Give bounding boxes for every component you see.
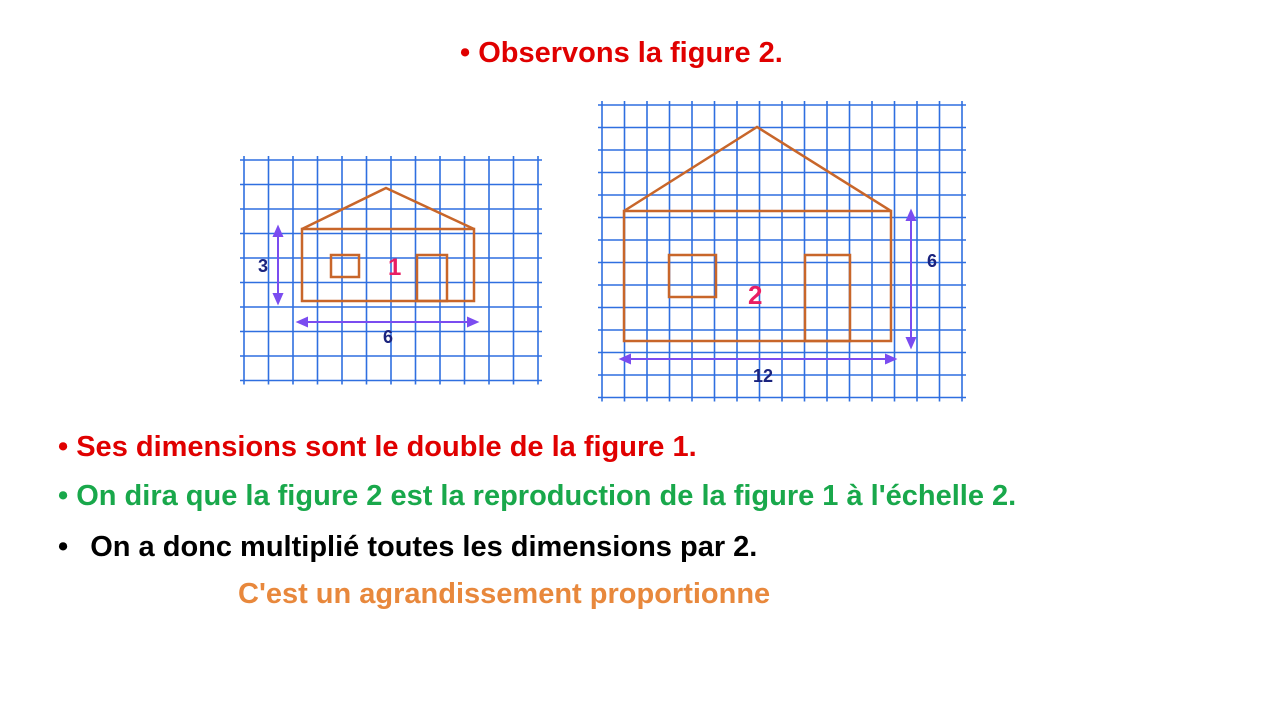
statement-3: [58, 530, 757, 564]
figure-1-number: 1: [388, 254, 402, 281]
statement-1: [58, 430, 697, 464]
statement-1-text: Ses dimensions sont le double de la figure 1.: [76, 431, 697, 463]
width-label-1: 6: [383, 327, 394, 347]
title-text: Observons la figure 2.: [478, 37, 783, 69]
house-1-door: [417, 255, 447, 301]
width-label-2: 12: [753, 366, 774, 386]
statement-2: [58, 479, 1016, 513]
house-1: [302, 188, 474, 301]
figure-2: [597, 100, 967, 410]
bullet-icon: •: [460, 37, 471, 69]
statement-3-text: On a donc multiplié toutes les dimensions par 2.: [90, 531, 758, 563]
bullet-icon: •: [58, 531, 69, 563]
statement-2-text: On dira que la figure 2 est la reproduction de la figure 1 à l'échelle 2.: [76, 480, 1017, 512]
figure-1: [240, 150, 540, 375]
height-label-2: 6: [927, 251, 938, 271]
figure-2-number: 2: [748, 280, 763, 310]
slide-title: [460, 36, 783, 70]
house-2-roof: [624, 127, 891, 211]
conclusion-text: C'est un agrandissement proportionne: [238, 578, 771, 610]
bullet-icon: •: [58, 480, 69, 512]
bullet-icon: •: [58, 431, 69, 463]
height-label-1: 3: [258, 256, 269, 276]
